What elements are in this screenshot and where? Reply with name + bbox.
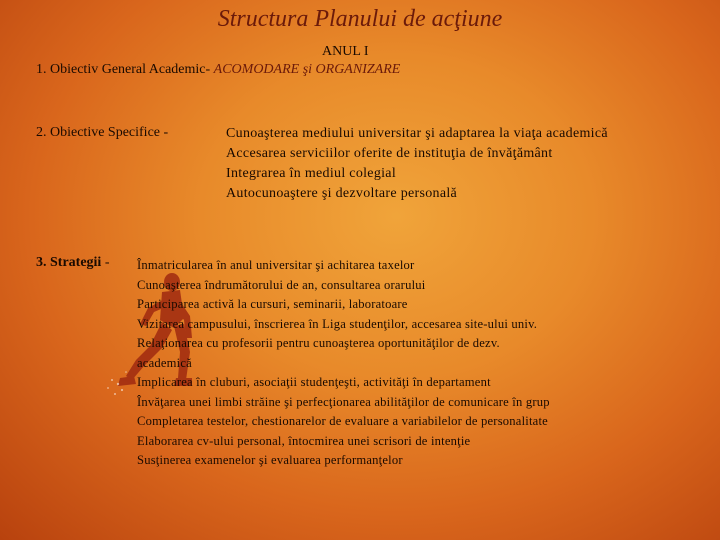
general-objective	[36, 62, 400, 78]
strategies-label-suffix: -	[101, 255, 110, 270]
specific-objectives-list	[226, 124, 608, 204]
strategy-item: Relaţionarea cu profesorii pentru cunoaşterea oportunităţilor de dezv.	[137, 336, 500, 350]
specific-objectives-label: 2. Obiective Specifice -	[36, 125, 169, 140]
strategies-label-bold: 3. Strategii	[36, 255, 102, 270]
strategy-item: academică	[137, 355, 192, 370]
slide-title: Structura Planului de acţiune	[217, 6, 503, 32]
specific-objective-item: Accesarea serviciilor oferite de instituţia de învăţământ	[226, 146, 553, 161]
general-objective-value: ACOMODARE şi ORGANIZARE	[213, 62, 401, 77]
strategies-list	[137, 256, 550, 471]
year-label: ANUL I	[322, 44, 369, 59]
strategy-item: Înmatricularea în anul universitar şi achitarea taxelor	[137, 258, 415, 272]
strategy-item: Învăţarea unei limbi străine şi perfecţionarea abilităţilor de comunicare în grup	[137, 394, 550, 409]
strategy-item: Implicarea în cluburi, asociaţii studenţeşti, activităţi în departament	[137, 375, 491, 389]
strategy-item: Elaborarea cv-ului personal, întocmirea unei scrisori de intenţie	[137, 433, 471, 448]
strategy-item: Cunoaşterea îndrumătorului de an, consultarea orarului	[137, 277, 426, 292]
strategy-item: Vizitarea campusului, înscrierea în Liga studenţilor, accesarea site-ului univ.	[137, 316, 538, 331]
specific-objective-item: Cunoaşterea mediului universitar şi adaptarea la viaţa academică	[226, 126, 608, 141]
strategies-label	[36, 255, 110, 271]
general-objective-label: 1. Obiectiv General Academic-	[36, 62, 211, 77]
strategy-item: Completarea testelor, chestionarelor de evaluare a variabilelor de personalitate	[137, 414, 548, 428]
specific-objective-item: Autocunoaştere şi dezvoltare personală	[226, 186, 458, 201]
strategy-item: Participarea activă la cursuri, seminarii, laboratoare	[137, 297, 408, 311]
specific-objective-item: Integrarea în mediul colegial	[226, 166, 397, 181]
strategy-item: Susţinerea examenelor şi evaluarea performanţelor	[137, 453, 403, 467]
